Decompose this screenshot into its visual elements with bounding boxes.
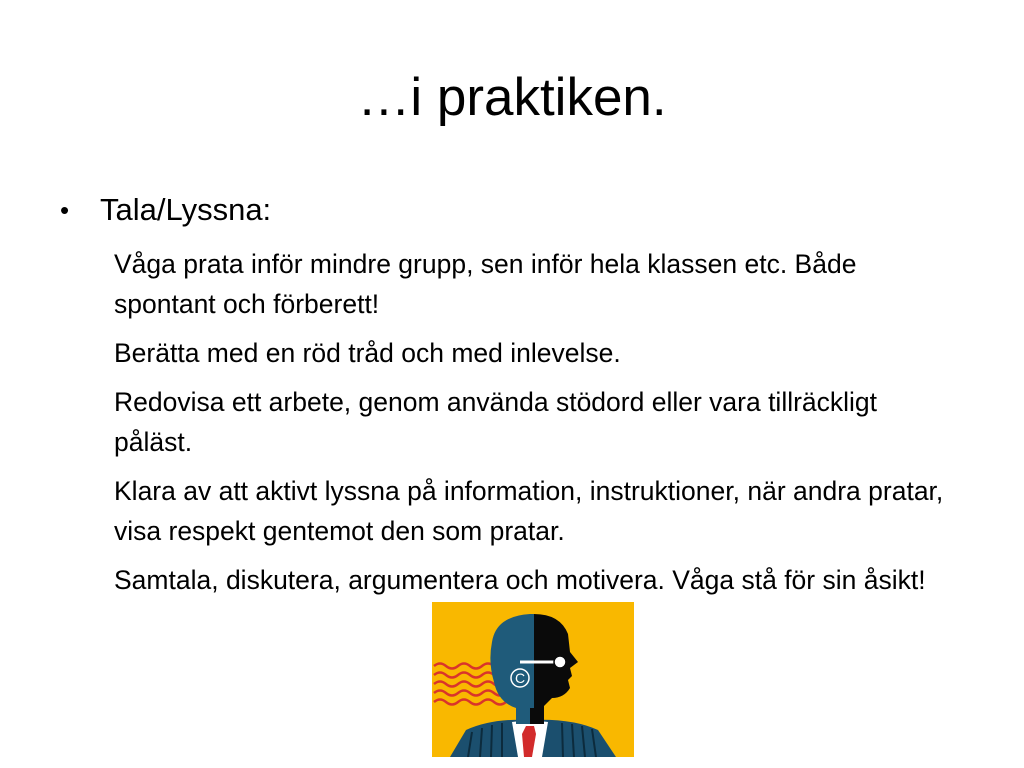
headset-mic	[554, 656, 566, 668]
sub-item-speak-in-groups: Våga prata inför mindre grupp, sen inför hela klassen etc. Både spontant och förberett!	[114, 249, 857, 319]
bullet-tala-lyssna	[60, 190, 271, 230]
sub-item-tell-story: Berätta med en röd tråd och med inlevelse.	[114, 338, 621, 368]
sub-item-active-listening: Klara av att aktivt lyssna på information, instruktioner, när andra pratar, visa respekt gentemot den som pratar.	[114, 476, 944, 546]
listening-person-illustration	[432, 602, 634, 757]
sub-item-list	[114, 244, 944, 609]
bullet-symbol: •	[60, 195, 70, 225]
sub-item-discuss-argue: Samtala, diskutera, argumentera och motivera. Våga stå för sin åsikt!	[114, 565, 926, 595]
slide-title: …i praktiken.	[357, 68, 667, 127]
sub-item-present-work: Redovisa ett arbete, genom använda stödord eller vara tillräckligt påläst.	[114, 387, 878, 457]
ear-letter: C	[514, 670, 526, 686]
bullet-label: Tala/Lyssna:	[100, 192, 272, 227]
